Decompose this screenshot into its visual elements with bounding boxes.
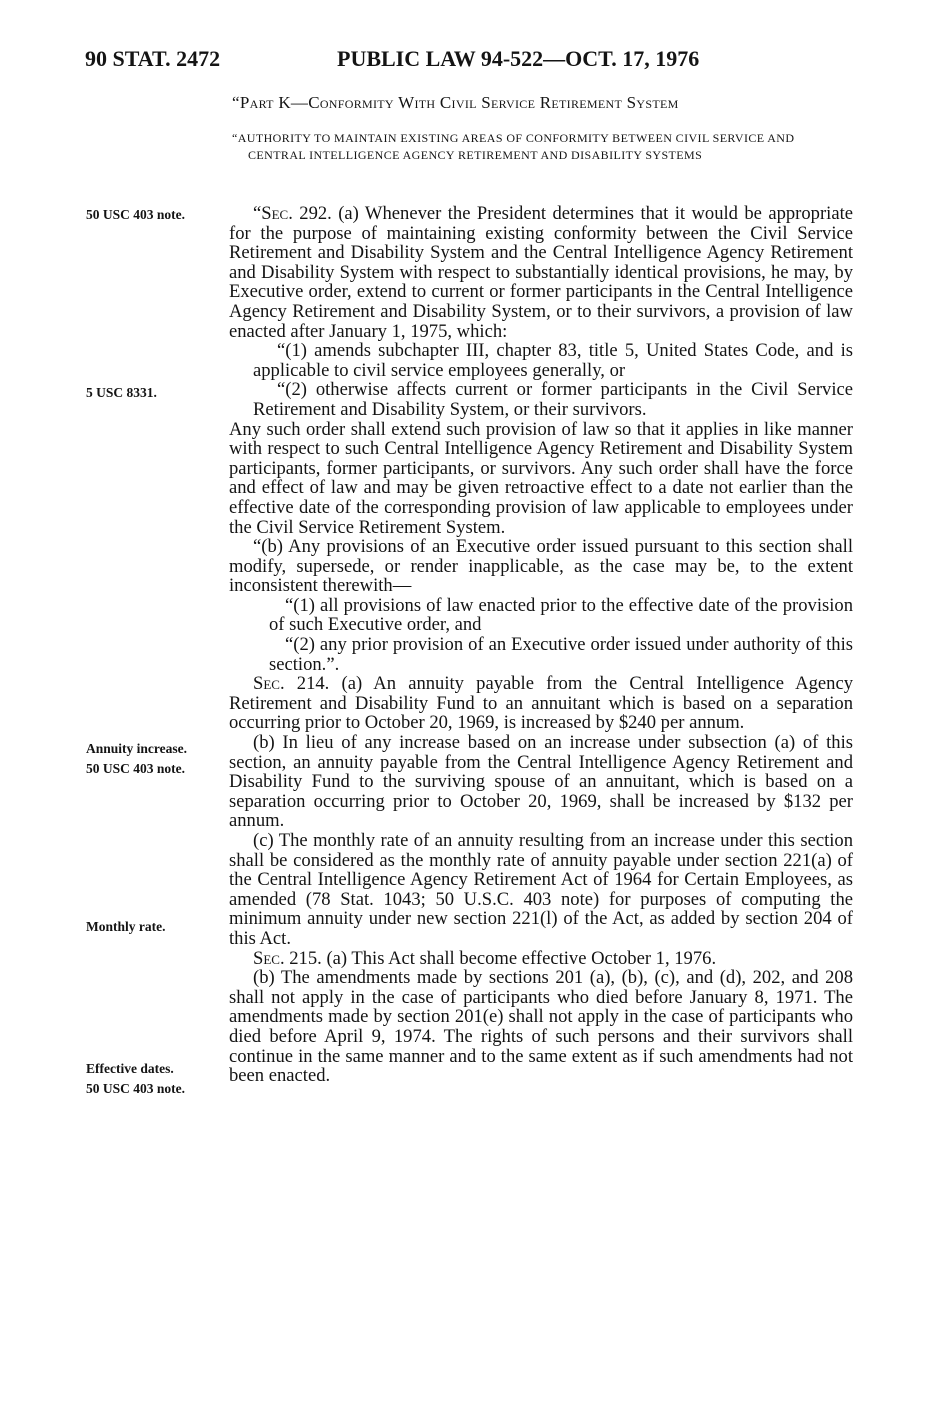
sec-292-a-2: “(2) otherwise affects current or former participants in the Civil Service Retirement and Disability System, or their survivors. bbox=[253, 379, 853, 420]
margin-note-usc-403-b: 50 USC 403 note. bbox=[86, 761, 186, 776]
sec-292-a-1: “(1) amends subchapter III, chapter 83, title 5, United States Code, and is applicable to civil service employees generally, or bbox=[253, 340, 853, 381]
sec-292-label: “Sec. bbox=[253, 203, 293, 224]
margin-note-monthly-rate: Monthly rate. bbox=[86, 919, 166, 934]
sec-292-any-order: Any such order shall extend such provision of law so that it applies in like manner with respect to such Central Intelligence Agency Retirement and Disability System participants, former participants, or survivors. Any such order shall have the force and effect of law and may be given retroactive effect to a date not earlier than the effective date of the corresponding provision of law applicable to employees under the Civil Service Retirement System. bbox=[229, 418, 853, 538]
sec-214-a bbox=[229, 674, 853, 733]
margin-note-usc-8331: 5 USC 8331. bbox=[86, 385, 157, 400]
sec-214-b: (b) In lieu of any increase based on an increase under subsection (a) of this section, an annuity payable from the Central Intelligence Agency Retirement and Disability Fund to the surviving spouse of an annuitant, which is based on a separation occurring prior to October 20, 1969, shall be increased by $132 per annum. bbox=[229, 732, 853, 832]
sec-214-a-text: 214. (a) An annuity payable from the Central Intelligence Agency Retirement and Disability Fund to an annuitant which is based on a separation occurring prior to October 20, 1969, is increased by $240 per annum. bbox=[229, 673, 853, 734]
sec-214-label: Sec. bbox=[253, 673, 285, 695]
sub-heading bbox=[232, 130, 853, 163]
sec-292-b-1: “(1) all provisions of law enacted prior to the effective date of the provision of such Executive order, and bbox=[269, 594, 853, 636]
sec-292-a-text: 292. (a) Whenever the President determines that it would be appropriate for the purpose of maintaining existing conformity between the Civil Service Retirement and Disability System and the Central Intelligence Agency Retirement and Disability System with respect to substantially identical provisions, he may, by Executive order, extend to current or former participants in the Central Intelligence Agency Retirement and Disability System, or to their survivors, a provision of law enacted after January 1, 1975, which: bbox=[229, 203, 853, 342]
sec-215-label: Sec. bbox=[253, 947, 285, 969]
sub-heading-text: “AUTHORITY TO MAINTAIN EXISTING AREAS OF CONFORMITY BETWEEN CIVIL SERVICE AND CENTRAL INTELLIGENCE AGENCY RETIREMENT AND DISABILITY SYSTEMS bbox=[232, 131, 795, 162]
sec-215-a-text: 215. (a) This Act shall become effective October 1, 1976. bbox=[284, 947, 717, 969]
sec-292-b: “(b) Any provisions of an Executive order issued pursuant to this section shall modify, supersede, or render inapplicable, as the case may be, to the extent inconsistent therewith— bbox=[229, 536, 853, 597]
sec-215-b: (b) The amendments made by sections 201 (a), (b), (c), and (d), 202, and 208 shall not apply in the case of participants who died before January 8, 1971. The amendments made by section 201(e) shall not apply in the case of participants who died before April 9, 1974. The rights of such persons and their survivors shall continue in the same manner and to the same extent as if such amendments had not been enacted. bbox=[229, 967, 853, 1087]
margin-note-annuity-increase: Annuity increase. bbox=[86, 741, 188, 756]
margin-note-usc-403: 50 USC 403 note. bbox=[86, 207, 186, 222]
running-head: PUBLIC LAW 94-522—OCT. 17, 1976 bbox=[337, 46, 700, 71]
margin-note-effective-dates: Effective dates. bbox=[86, 1061, 174, 1076]
margin-note-usc-403-c: 50 USC 403 note. bbox=[86, 1081, 186, 1096]
page-number: 90 STAT. 2472 bbox=[85, 46, 221, 71]
sec-215-a bbox=[229, 949, 853, 969]
sec-214-c: (c) The monthly rate of an annuity resulting from an increase under this section shall be considered as the monthly rate of annuity payable under section 221(a) of the Central Intelligence Agency Retirement Act of 1964 for Certain Employees, as amended (78 Stat. 1043; 50 U.S.C. 403 note) for purposes of computing the minimum annuity under new section 221(l) of the Act, as added by section 204 of this Act. bbox=[229, 830, 853, 949]
sec-292-b-2: “(2) any prior provision of an Executive order issued under authority of this section.”. bbox=[269, 634, 853, 675]
body-text bbox=[229, 204, 853, 1086]
sec-292-a bbox=[229, 204, 853, 341]
part-title: “Part K—Conformity With Civil Service Retirement System bbox=[232, 93, 679, 112]
